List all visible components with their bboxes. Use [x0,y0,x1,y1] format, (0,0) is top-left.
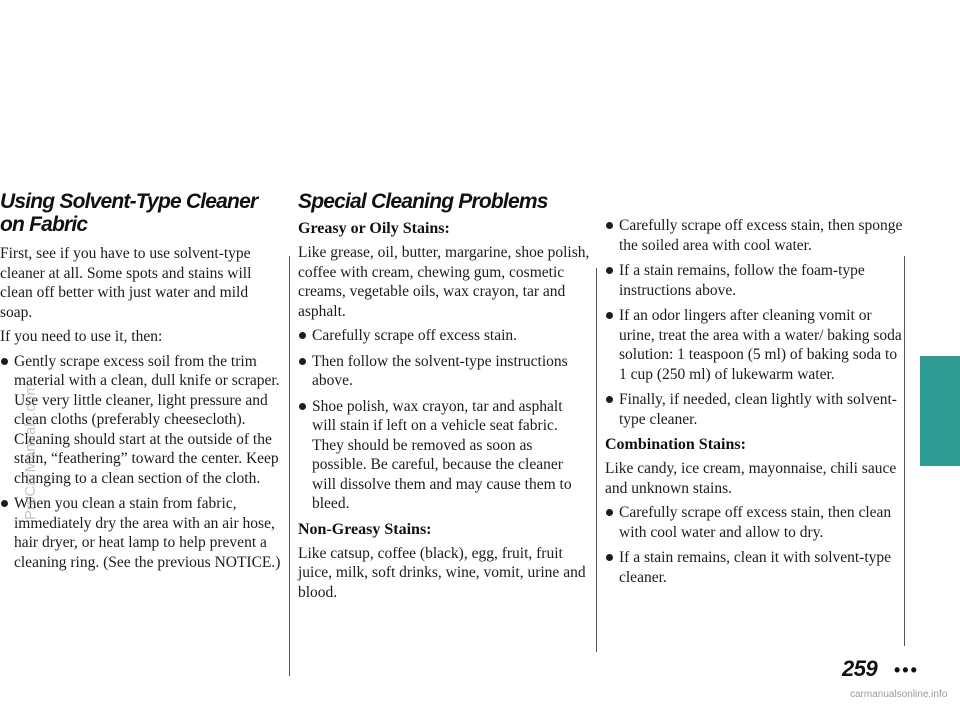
paragraph: If you need to use it, then: [0,328,163,345]
paragraph: Like grease, oil, butter, margarine, shoe polish, coffee with cream, chewing gum, cosmetic creams, vegetable oils, wax crayon, tar and asphalt. [298,244,590,320]
heading-special-cleaning: Special Cleaning Problems [298,190,548,213]
list-item [0,352,282,489]
column-solvent-cleaner [0,190,282,578]
list-item-text: Carefully scrape off excess stain. [312,327,518,344]
bullet-icon [606,554,613,561]
list-item-text: Carefully scrape off excess stain, then sponge the soiled area with cool water. [619,217,903,254]
bullet-icon [606,267,613,274]
list-item [605,390,905,429]
column-stain-steps [605,216,905,593]
bullet-icon [606,396,613,403]
list-item [605,503,905,542]
watermark-text: carmanualsonline.info [850,689,948,700]
bullet-icon [299,332,306,339]
bullet-icon [606,312,613,319]
list-item-text: Shoe polish, wax crayon, tar and asphalt will stain if left on a vehicle seat fabric. They should be removed as soon as possible. Be careful, because the cleaner will dissolve them and may cause them to bleed. [312,397,572,512]
subheading-combination-stains: Combination Stains: [605,436,746,453]
list-item [298,326,590,346]
bullet-icon [606,509,613,516]
list-item-text: If a stain remains, clean it with solvent-type cleaner. [619,549,892,586]
column-divider-left [289,256,290,676]
list-item-text: Gently scrape excess soil from the trim material with a clean, dull knife or scraper. Use very little cleaner, light pressure and clean cloths (preferably cheesecloth). Cleaning should start at the outside of the stain, “feathering” toward the center. Keep changing to a clean section of the cloth. [14,352,280,487]
list-item [298,352,590,391]
list-item [298,397,590,514]
list-item-text: Then follow the solvent-type instructions above. [312,352,568,389]
list-item [605,261,905,300]
list-item-text: If an odor lingers after cleaning vomit or urine, treat the area with a water/ baking soda solution: 1 teaspoon (5 ml) of baking soda to 1 cup (250 ml) of lukewarm water. [619,307,902,383]
list-item [0,494,282,572]
bullet-list [605,216,905,429]
bullet-icon [1,500,8,507]
heading-solvent-cleaner: Using Solvent-Type Cleaner on Fabric [0,190,258,236]
list-item-text: When you clean a stain from fabric, immediately dry the area with an air hose, hair dryer, or heat lamp to help prevent a cleaning ring. (See the previous NOTICE.) [14,495,281,571]
bullet-icon [1,358,8,365]
bullet-list [0,352,282,573]
list-item [605,306,905,384]
bullet-icon [299,358,306,365]
column-divider-right [596,268,597,652]
column-special-cleaning [298,190,590,607]
subheading-greasy-stains: Greasy or Oily Stains: [298,220,450,237]
page-number: 259 [842,656,878,681]
list-item [605,216,905,255]
list-item-text: If a stain remains, follow the foam-type instructions above. [619,262,865,299]
subheading-non-greasy-stains: Non-Greasy Stains: [298,520,432,538]
paragraph: Like catsup, coffee (black), egg, fruit, fruit juice, milk, soft drinks, wine, vomit, urine and blood. [298,544,586,601]
list-item [605,548,905,587]
bullet-list [605,503,905,587]
list-item-text: Carefully scrape off excess stain, then clean with cool water and allow to dry. [619,504,892,541]
paragraph: First, see if you have to use solvent-type cleaner at all. Some spots and stains will clean off better with just water and mild soap. [0,245,252,321]
side-watermark-text: ProCarManuals.com [22,383,39,520]
page-dots: ••• [894,660,919,680]
list-item-text: Finally, if needed, clean lightly with solvent-type cleaner. [619,391,897,428]
bullet-list [298,326,590,514]
paragraph: Like candy, ice cream, mayonnaise, chili sauce and unknown stains. [605,460,897,497]
bullet-icon [606,222,613,229]
bullet-icon [299,403,306,410]
section-tab-marker [920,356,960,466]
